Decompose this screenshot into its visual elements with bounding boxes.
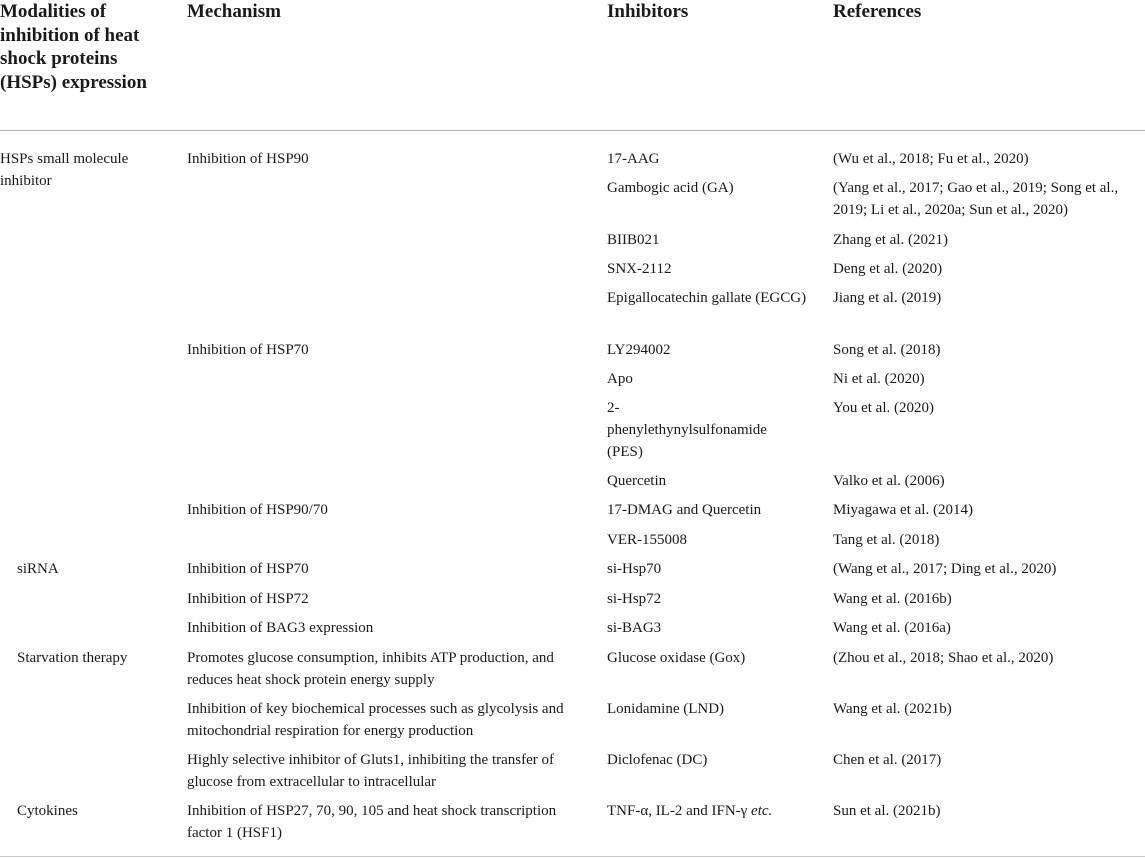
reference-cell: Miyagawa et al. (2014) — [833, 502, 973, 518]
inhibitor-cell: si-Hsp70 — [607, 561, 662, 577]
table-bottom-divider — [0, 856, 1145, 857]
inhibitor-cell: VER-155008 — [607, 532, 687, 548]
inhibitor-cell: SNX-2112 — [607, 261, 672, 277]
modality-cell: Starvation therapy — [17, 650, 128, 666]
modality-cell: Cytokines — [17, 803, 78, 819]
mechanism-cell: Inhibition of HSP72 — [187, 591, 309, 607]
inhibitor-cell: LY294002 — [607, 342, 671, 358]
inhibitor-cell: Quercetin — [607, 473, 667, 489]
mechanism-cell: Inhibition of key biochemical processes such as glycolysis and mitochondrial respiration for energy production — [187, 701, 564, 739]
inhibitor-cell: 17-AAG — [607, 151, 660, 167]
header-references: References — [833, 1, 922, 22]
inhibitor-line: phenylethynylsulfonamide — [607, 422, 767, 438]
inhibitor-cell: si-BAG3 — [607, 620, 662, 636]
inhibitor-cell: Lonidamine (LND) — [607, 701, 725, 717]
reference-cell: Zhang et al. (2021) — [833, 232, 948, 248]
header-inhibitors: Inhibitors — [607, 1, 689, 22]
mechanism-cell: Inhibition of HSP90 — [187, 151, 309, 167]
inhibitor-etc: etc. — [751, 803, 773, 819]
mechanism-cell: Inhibition of HSP70 — [187, 342, 309, 358]
reference-cell: Tang et al. (2018) — [833, 532, 940, 548]
header-divider — [0, 130, 1145, 131]
reference-cell: Wang et al. (2021b) — [833, 701, 952, 717]
inhibitor-cell: BIIB021 — [607, 232, 660, 248]
mechanism-cell: Inhibition of HSP27, 70, 90, 105 and heat shock transcription factor 1 (HSF1) — [187, 803, 557, 841]
reference-cell: Valko et al. (2006) — [833, 473, 945, 489]
modality-cell: HSPs small molecule inhibitor — [0, 151, 129, 189]
mechanism-cell: Inhibition of HSP70 — [187, 561, 309, 577]
inhibitor-cell: Diclofenac (DC) — [607, 752, 708, 768]
inhibitor-cell: 17-DMAG and Quercetin — [607, 502, 762, 518]
mechanism-cell: Promotes glucose consumption, inhibits ATP production, and reduces heat shock protein energy supply — [187, 650, 554, 688]
inhibitor-cell: Epigallocatechin gallate (EGCG) — [607, 290, 807, 306]
reference-cell: Jiang et al. (2019) — [833, 290, 942, 306]
reference-cell: You et al. (2020) — [833, 400, 934, 416]
reference-cell: Chen et al. (2017) — [833, 752, 942, 768]
inhibitor-cell — [607, 397, 812, 463]
mechanism-cell: Inhibition of BAG3 expression — [187, 620, 374, 636]
reference-cell: Deng et al. (2020) — [833, 261, 943, 277]
inhibitor-line: 2- — [607, 400, 620, 416]
reference-cell: (Wang et al., 2017; Ding et al., 2020) — [833, 561, 1057, 577]
reference-cell: (Wu et al., 2018; Fu et al., 2020) — [833, 151, 1029, 167]
inhibitor-text: TNF-α, IL-2 and IFN-γ — [607, 803, 752, 819]
mechanism-cell: Highly selective inhibitor of Gluts1, inhibiting the transfer of glucose from extracellular to intracellular — [187, 752, 555, 790]
header-mechanism: Mechanism — [187, 1, 281, 22]
inhibitor-cell: Apo — [607, 371, 633, 387]
inhibitor-cell: Gambogic acid (GA) — [607, 180, 734, 196]
reference-cell: Wang et al. (2016b) — [833, 591, 952, 607]
inhibitor-cell — [607, 800, 812, 822]
header-modalities: Modalities of inhibition of heat shock proteins (HSPs) expression — [0, 1, 147, 93]
inhibitor-line: (PES) — [607, 444, 643, 460]
modality-cell: siRNA — [17, 561, 59, 577]
inhibitor-cell: si-Hsp72 — [607, 591, 662, 607]
mechanism-cell: Inhibition of HSP90/70 — [187, 502, 328, 518]
reference-cell: Song et al. (2018) — [833, 342, 941, 358]
reference-cell: (Zhou et al., 2018; Shao et al., 2020) — [833, 650, 1054, 666]
reference-cell: Ni et al. (2020) — [833, 371, 925, 387]
reference-cell: (Yang et al., 2017; Gao et al., 2019; Song et al., 2019; Li et al., 2020a; Sun et al., 2020) — [833, 180, 1119, 218]
reference-cell: Sun et al. (2021b) — [833, 803, 941, 819]
reference-cell: Wang et al. (2016a) — [833, 620, 951, 636]
inhibitor-cell: Glucose oxidase (Gox) — [607, 650, 746, 666]
